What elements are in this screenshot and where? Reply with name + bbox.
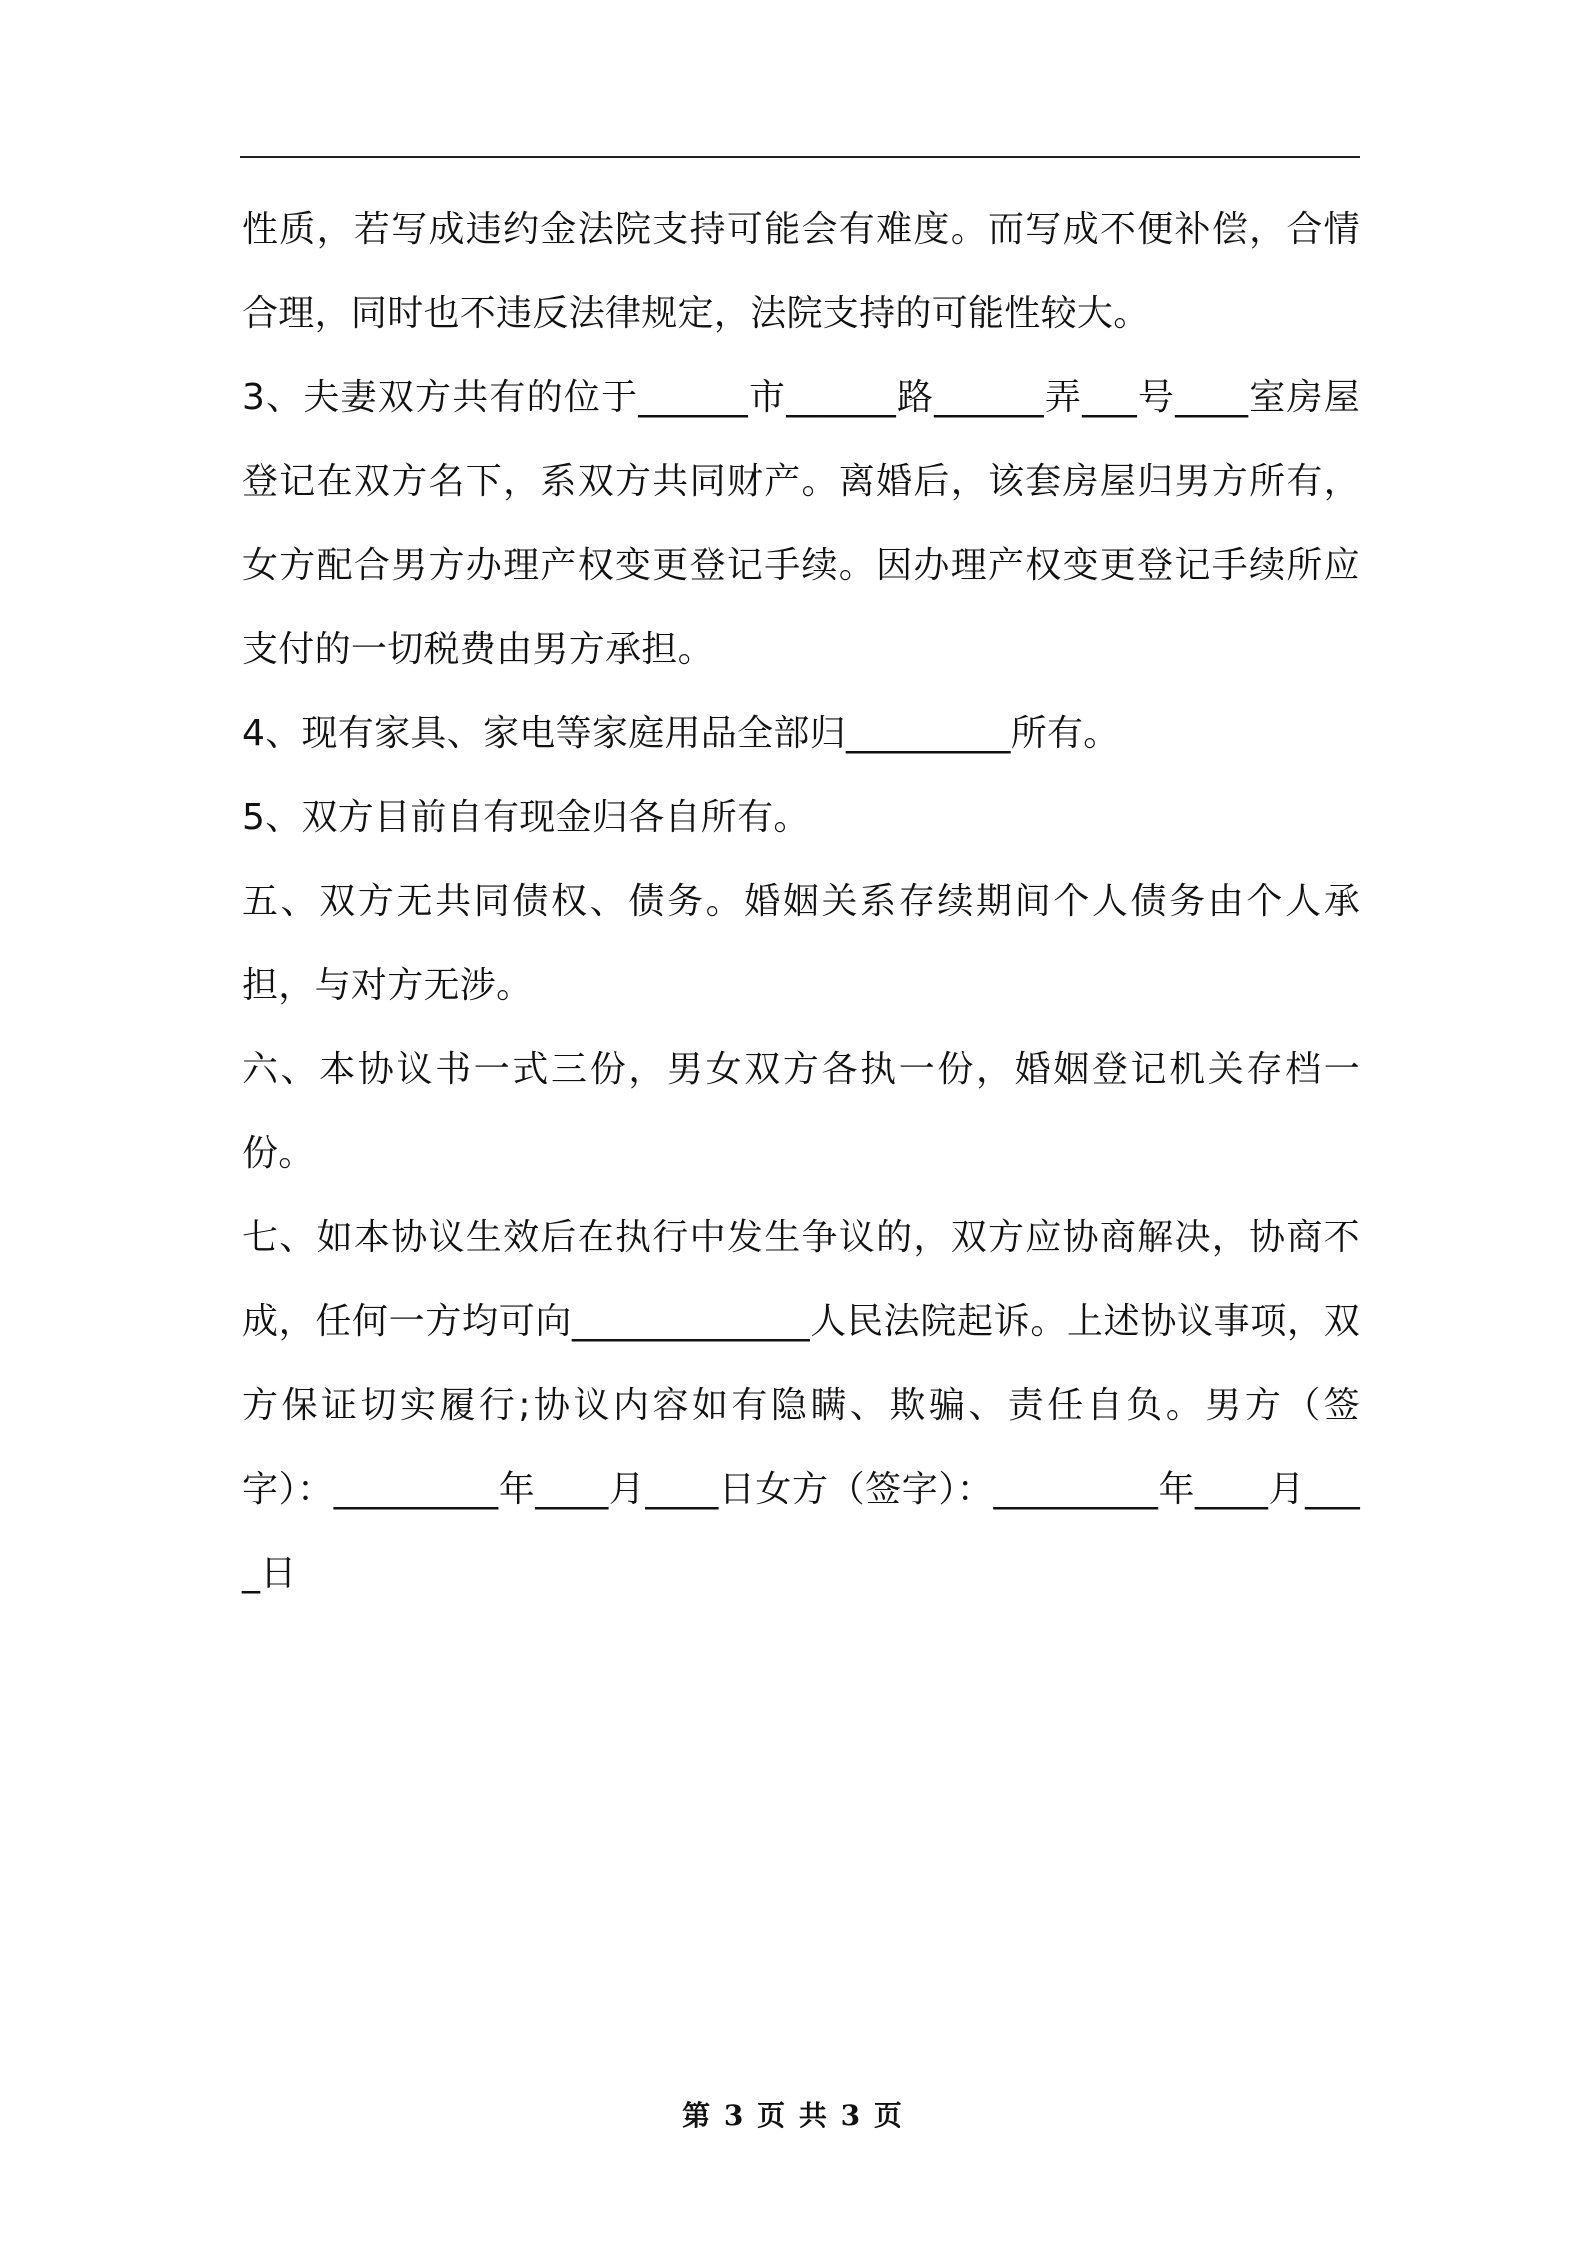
document-body	[242, 188, 1360, 1616]
paragraph-disputes-signatures: 七、如本协议生效后在执行中发生争议的，双方应协商解决，协商不成，任何一方均可向_____________人民法院起诉。上述协议事项，双方保证切实履行;协议内容如有隐瞒、欺骗、责任自负。男方（签字）：_________年____月____日女方（签字）：_________年____月____日	[242, 1217, 1360, 1594]
paragraph-furniture: 4、现有家具、家电等家庭用品全部归_________所有。	[242, 713, 1120, 754]
paragraph-copies: 六、本协议书一式三份，男女双方各执一份，婚姻登记机关存档一份。	[242, 1049, 1360, 1174]
page-number-footer: 第 3 页 共 3 页	[682, 2099, 904, 2132]
paragraph-compensation-note: 性质，若写成违约金法院支持可能会有难度。而写成不便补偿，合情合理，同时也不违反法律规定，法院支持的可能性较大。	[242, 209, 1360, 334]
paragraph-house-property: 3、夫妻双方共有的位于______市______路______弄___号____室房屋登记在双方名下，系双方共同财产。离婚后，该套房屋归男方所有，女方配合男方办理产权变更登记手续。因办理产权变更登记手续所应支付的一切税费由男方承担。	[242, 377, 1360, 670]
header-rule	[240, 156, 1360, 158]
paragraph-cash: 5、双方目前自有现金归各自所有。	[242, 797, 810, 838]
paragraph-debts: 五、双方无共同债权、债务。婚姻关系存续期间个人债务由个人承担，与对方无涉。	[242, 881, 1360, 1006]
